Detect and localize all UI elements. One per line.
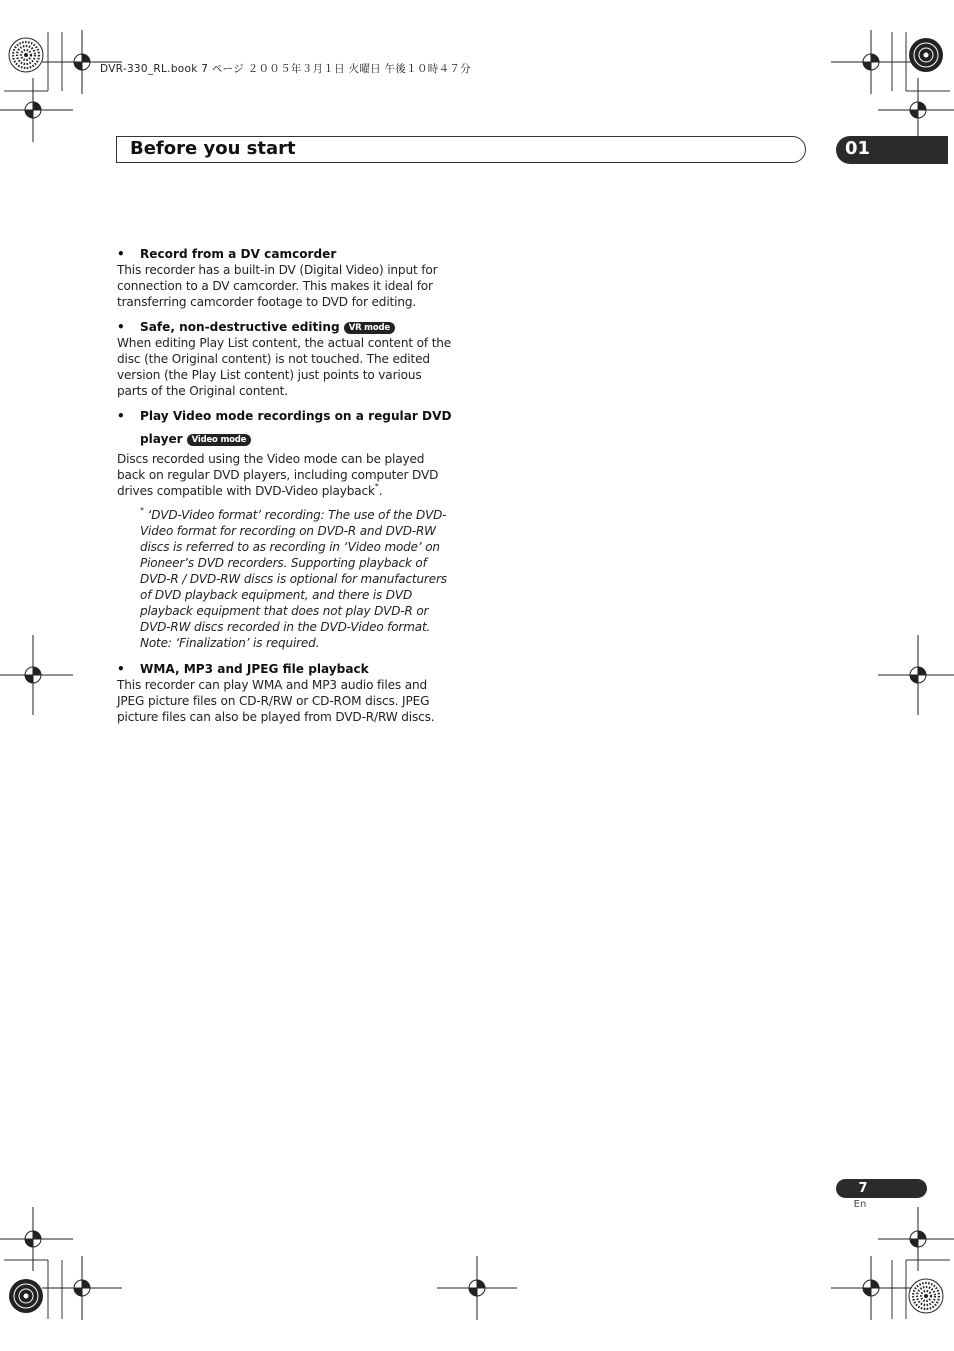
video-mode-badge: Video mode	[187, 434, 252, 446]
feature-title	[117, 319, 453, 335]
feature-title	[117, 246, 453, 262]
registration-mark-icon	[0, 635, 73, 715]
chapter-number: 01	[845, 138, 871, 159]
feature-item	[117, 661, 453, 725]
vr-mode-badge: VR mode	[344, 322, 395, 334]
sunburst-mark-icon	[8, 37, 44, 73]
feature-item	[117, 246, 453, 310]
registration-mark-icon	[42, 1248, 122, 1328]
bullet-icon: •	[117, 320, 125, 334]
feature-body: This recorder can play WMA and MP3 audio files and JPEG picture files on CD-R/RW or CD-ROM discs. JPEG picture files can also be played from DVD-R/RW discs.	[117, 678, 435, 724]
feature-body: This recorder has a built-in DV (Digital Video) input for connection to a DV camcorder. This makes it ideal for transferring camcorder footage to DVD for editing.	[117, 263, 438, 309]
sunburst-mark-icon	[908, 37, 944, 73]
feature-title-text: WMA, MP3 and JPEG file playback	[140, 662, 369, 676]
feature-title	[117, 405, 453, 451]
footnote-note: Note: ‘Finalization’ is required.	[140, 636, 320, 650]
bullet-icon: •	[117, 247, 125, 261]
sunburst-mark-icon	[8, 1278, 44, 1314]
feature-body-text: Discs recorded using the Video mode can be played back on regular DVD players, including computer DVD drives compatible with DVD-Video playback	[117, 452, 439, 498]
page-number: 7	[858, 1181, 868, 1196]
content-column	[117, 246, 453, 734]
footnote-text	[140, 507, 453, 635]
footnote	[140, 507, 453, 651]
feature-title-text: Safe, non-destructive editing	[140, 320, 340, 334]
footnote-body: ‘DVD-Video format’ recording: The use of the DVD-Video format for recording on DVD-R and DVD-RW discs is referred to as recording in ‘Video mode’ on Pioneer’s DVD recorders. Supporting playback of DVD-R / DVD-RW discs is optional for manufacturers of DVD playback equipment, and there is DVD playback equipment that does not play DVD-R or DVD-RW discs recorded in the DVD-Video format.	[140, 508, 447, 634]
footnote-ref: *	[374, 482, 379, 491]
page-title: Before you start	[130, 138, 296, 159]
feature-title	[117, 661, 453, 677]
feature-body	[117, 451, 453, 499]
bullet-icon: •	[117, 662, 125, 676]
feature-body-end: .	[378, 484, 383, 498]
feature-item	[117, 319, 453, 399]
registration-mark-icon	[878, 635, 954, 715]
feature-title-text: Record from a DV camcorder	[140, 247, 337, 261]
feature-item	[117, 405, 453, 499]
feature-title-text: Play Video mode recordings on a regular DVD player	[140, 409, 452, 446]
bullet-icon: •	[117, 409, 125, 423]
registration-mark-icon	[0, 70, 73, 150]
footnote-marker: *	[140, 506, 144, 515]
page-language: En	[853, 1199, 867, 1210]
registration-mark-icon	[831, 1248, 911, 1328]
print-info-line: DVR-330_RL.book 7 ページ ２００５年３月１日 火曜日 午後１０時４７分	[100, 63, 471, 75]
sunburst-mark-icon	[908, 1278, 944, 1314]
feature-body: When editing Play List content, the actual content of the disc (the Original content) is not touched. The edited version (the Play List content) just points to various parts of the Original content.	[117, 336, 452, 398]
registration-mark-icon	[437, 1248, 517, 1328]
